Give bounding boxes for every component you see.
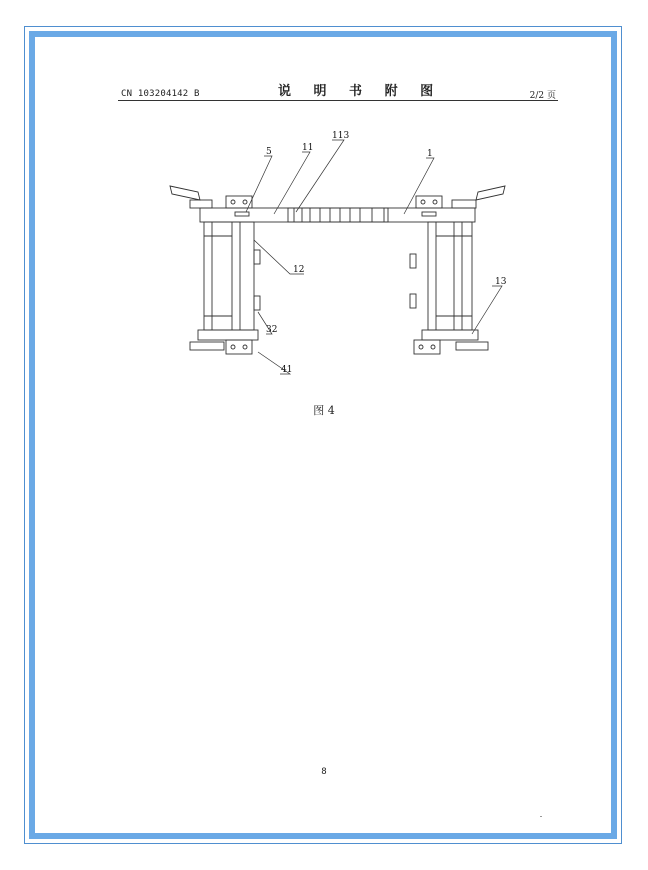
right-leg <box>428 222 472 330</box>
figure-caption: 图 4 <box>313 404 335 417</box>
left-clamp-block <box>226 196 252 208</box>
right-foot-pad <box>456 342 488 350</box>
right-handle <box>476 186 505 200</box>
page-number: 8 <box>321 767 327 777</box>
left-leg <box>204 222 254 330</box>
top-beam <box>200 208 475 222</box>
publication-number: CN 103204142 B <box>121 89 200 99</box>
callout-5: 5 <box>266 147 272 157</box>
left-foot <box>198 330 258 340</box>
patent-drawing <box>160 128 520 388</box>
right-foot <box>422 330 478 340</box>
right-handle-base <box>452 200 476 208</box>
callout-labels <box>266 131 507 375</box>
left-base-plate <box>226 340 252 354</box>
screw-rod <box>288 208 388 222</box>
callout-1: 1 <box>427 149 433 159</box>
header-rule <box>118 100 558 101</box>
callout-113: 113 <box>332 131 350 141</box>
right-clamp-block <box>416 196 442 208</box>
patent-drawing-svg <box>160 128 520 388</box>
left-foot-pad <box>190 342 224 350</box>
callout-13: 13 <box>495 277 507 287</box>
leader-lines <box>246 140 502 374</box>
right-base-plate <box>414 340 440 354</box>
callout-41: 41 <box>281 365 293 375</box>
callout-12: 12 <box>293 265 305 275</box>
document-title: 说 明 书 附 图 <box>278 84 443 99</box>
left-handle <box>170 186 200 200</box>
page-indicator: 2/2 页 <box>529 91 556 101</box>
left-handle-base <box>190 200 212 208</box>
callout-11: 11 <box>302 143 314 153</box>
scan-speck <box>540 816 542 817</box>
document-header <box>118 80 558 102</box>
callout-32: 32 <box>266 325 278 335</box>
